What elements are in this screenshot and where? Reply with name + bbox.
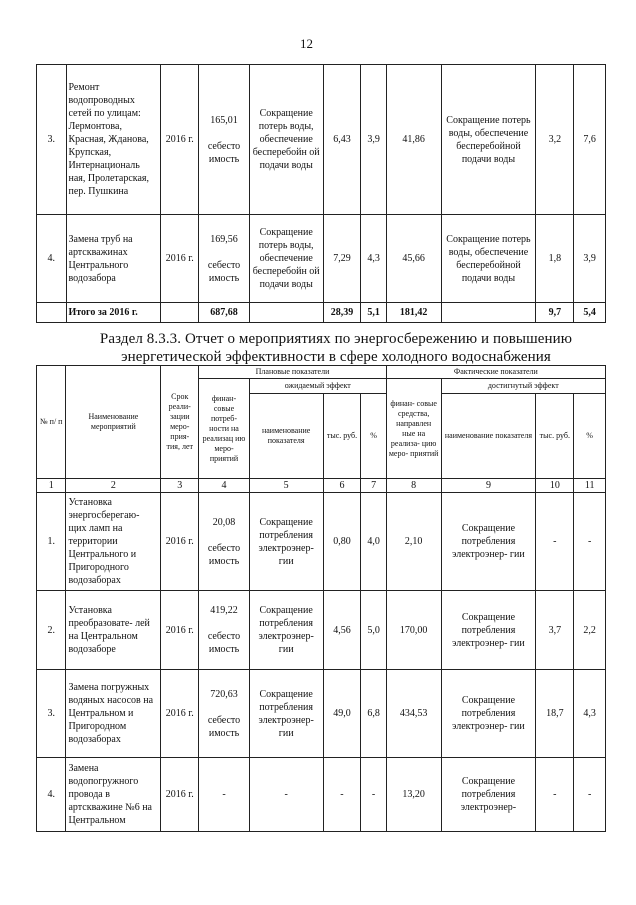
fact-fin: 2,10	[386, 493, 441, 591]
fact-thous: 1,8	[536, 215, 574, 303]
fact-effect: Сокращение потребления электроэнер- гии	[441, 493, 536, 591]
measure-name: Установка преобразовате- лей на Центральном водозаборе	[66, 591, 161, 670]
row-number: 3.	[37, 65, 67, 215]
fin-amount: 720,63	[210, 688, 238, 700]
energy-measures-table	[36, 365, 606, 832]
header-indicator: наименование показателя	[249, 394, 323, 479]
term-cell: 2016 г.	[161, 215, 199, 303]
total-fact-pct: 5,4	[574, 303, 606, 323]
fin-amount: 20,08	[212, 516, 236, 528]
plan-effect: Сокращение потребления электроэнер- гии	[249, 670, 323, 758]
continued-table	[36, 64, 606, 323]
row-number: 3.	[37, 670, 66, 758]
plan-pct: -	[361, 758, 386, 832]
fact-fin: 170,00	[386, 591, 441, 670]
fact-thous: -	[536, 493, 574, 591]
fact-fin: 434,53	[386, 670, 441, 758]
fact-pct: -	[574, 493, 606, 591]
col-number: 3	[161, 479, 199, 493]
fin-cell	[199, 591, 250, 670]
header-expected: ожидаемый эффект	[249, 379, 386, 394]
plan-thous: 0,80	[323, 493, 361, 591]
plan-pct: 4,3	[361, 215, 386, 303]
table-row	[37, 591, 606, 670]
fin-cell	[199, 493, 250, 591]
fact-pct: 7,6	[574, 65, 606, 215]
total-plan-pct: 5,1	[361, 303, 386, 323]
row-number: 4.	[37, 215, 67, 303]
header-plan: Плановые показатели	[199, 366, 387, 379]
table-row	[37, 215, 606, 303]
header-name: Наименование мероприятий	[66, 366, 161, 479]
measure-name: Установка энергосберегаю- щих ламп на территории Центрального и Пригородного водозаборах	[66, 493, 161, 591]
header-term: Срок реали- зации меро- прия- тия, лет	[161, 366, 199, 479]
fin-amount: 419,22	[210, 605, 238, 616]
table-row	[37, 670, 606, 758]
plan-pct: 6,8	[361, 670, 386, 758]
fin-cell	[199, 670, 250, 758]
header-fact: Фактические показатели	[386, 366, 605, 379]
fin-cell	[199, 758, 250, 832]
plan-thous: 6,43	[323, 65, 361, 215]
plan-pct: 3,9	[361, 65, 386, 215]
fin-source: себесто имость	[207, 631, 241, 655]
plan-thous: 49,0	[323, 670, 361, 758]
fin-source: себесто имость	[207, 542, 241, 567]
col-number: 5	[249, 479, 323, 493]
plan-effect: Сокращение потерь воды, обеспечение бесперебойн ой подачи воды	[249, 65, 323, 215]
term-cell: 2016 г.	[161, 670, 199, 758]
fact-pct: 3,9	[574, 215, 606, 303]
measure-name: Замена погружных водяных насосов на Центральном и Пригородном водозаборах	[66, 670, 161, 758]
fact-fin: 13,20	[386, 758, 441, 832]
fin-cell	[199, 215, 250, 303]
header-fin-need: финан- совые потреб- ности на реализац ию меро- приятий	[199, 379, 250, 479]
fin-amount: 169,56	[210, 233, 238, 245]
page-number: 12	[300, 36, 313, 51]
row-number: 2.	[37, 591, 66, 670]
header-num: № п/ п	[37, 366, 66, 479]
row-number: 1.	[37, 493, 66, 591]
measure-name: Замена труб на артскважинах Центрального водозабора	[66, 215, 161, 303]
header-indicator-2: наименование показателя	[441, 394, 536, 479]
total-row	[37, 303, 606, 323]
col-number: 10	[536, 479, 574, 493]
plan-effect: Сокращение потребления электроэнер- гии	[249, 591, 323, 670]
fact-pct: -	[574, 758, 606, 832]
row-number: 4.	[37, 758, 66, 832]
fact-fin: 45,66	[386, 215, 441, 303]
fin-source: себесто имость	[207, 714, 241, 739]
col-number: 8	[386, 479, 441, 493]
header-achieved: достигнутый эффект	[441, 379, 605, 394]
table-row	[37, 493, 606, 591]
table-row	[37, 758, 606, 832]
term-cell: 2016 г.	[161, 758, 199, 832]
header-thous: тыс. руб.	[323, 394, 361, 479]
header-thous-2: тыс. руб.	[536, 394, 574, 479]
fin-amount: -	[222, 789, 226, 800]
plan-thous: 7,29	[323, 215, 361, 303]
plan-effect: Сокращение потерь воды, обеспечение бесперебойн ой подачи воды	[249, 215, 323, 303]
col-number: 11	[574, 479, 606, 493]
total-fact-thous: 9,7	[536, 303, 574, 323]
col-number: 7	[361, 479, 386, 493]
total-plan-thous: 28,39	[323, 303, 361, 323]
fin-source: себесто имость	[207, 259, 241, 284]
col-number: 1	[37, 479, 66, 493]
fin-amount: 165,01	[210, 114, 238, 126]
col-number: 6	[323, 479, 361, 493]
plan-effect: -	[249, 758, 323, 832]
fact-effect: Сокращение потребления электроэнер- гии	[441, 670, 536, 758]
fact-thous: 3,7	[536, 591, 574, 670]
fact-effect: Сокращение потребления электроэнер- гии	[441, 591, 536, 670]
fact-pct: 4,3	[574, 670, 606, 758]
fact-effect: Сокращение потребления электроэнер-	[441, 758, 536, 832]
term-cell: 2016 г.	[161, 65, 199, 215]
fin-source: себесто имость	[207, 140, 241, 165]
plan-thous: -	[323, 758, 361, 832]
col-number: 4	[199, 479, 250, 493]
plan-pct: 4,0	[361, 493, 386, 591]
term-cell: 2016 г.	[161, 493, 199, 591]
fact-fin: 41,86	[386, 65, 441, 215]
header-pct-2: %	[574, 394, 606, 479]
total-fact-fin: 181,42	[386, 303, 441, 323]
header-pct: %	[361, 394, 386, 479]
fact-thous: -	[536, 758, 574, 832]
measure-name: Ремонт водопроводных сетей по улицам: Лермонтова, Красная, Жданова, Крупская, Интернациональ ная, Пролетарская, пер. Пушкина	[66, 65, 161, 215]
fact-effect: Сокращение потерь воды, обеспечение бесперебойной подачи воды	[441, 65, 536, 215]
plan-effect: Сокращение потребления электроэнер- гии	[249, 493, 323, 591]
total-label: Итого за 2016 г.	[66, 303, 161, 323]
section-heading: Раздел 8.3.3. Отчет о мероприятиях по энергосбережению и повышению энергетической эффективности в сфере холодного водоснабжения	[99, 331, 573, 365]
table-row	[37, 65, 606, 215]
col-number: 2	[66, 479, 161, 493]
term-cell: 2016 г.	[161, 591, 199, 670]
fact-thous: 3,2	[536, 65, 574, 215]
fact-thous: 18,7	[536, 670, 574, 758]
fact-pct: 2,2	[574, 591, 606, 670]
fin-cell	[199, 65, 250, 215]
plan-thous: 4,56	[323, 591, 361, 670]
total-fin: 687,68	[199, 303, 250, 323]
col-number: 9	[441, 479, 536, 493]
measure-name: Замена водопогружного провода в артскважине №6 на Центральном	[66, 758, 161, 832]
plan-pct: 5,0	[361, 591, 386, 670]
column-number-row	[37, 479, 606, 493]
fact-effect: Сокращение потерь воды, обеспечение бесперебойной подачи воды	[441, 215, 536, 303]
header-fin-means: финан- совые средства, направлен ные на реализа- цию меро- приятий	[386, 379, 441, 479]
